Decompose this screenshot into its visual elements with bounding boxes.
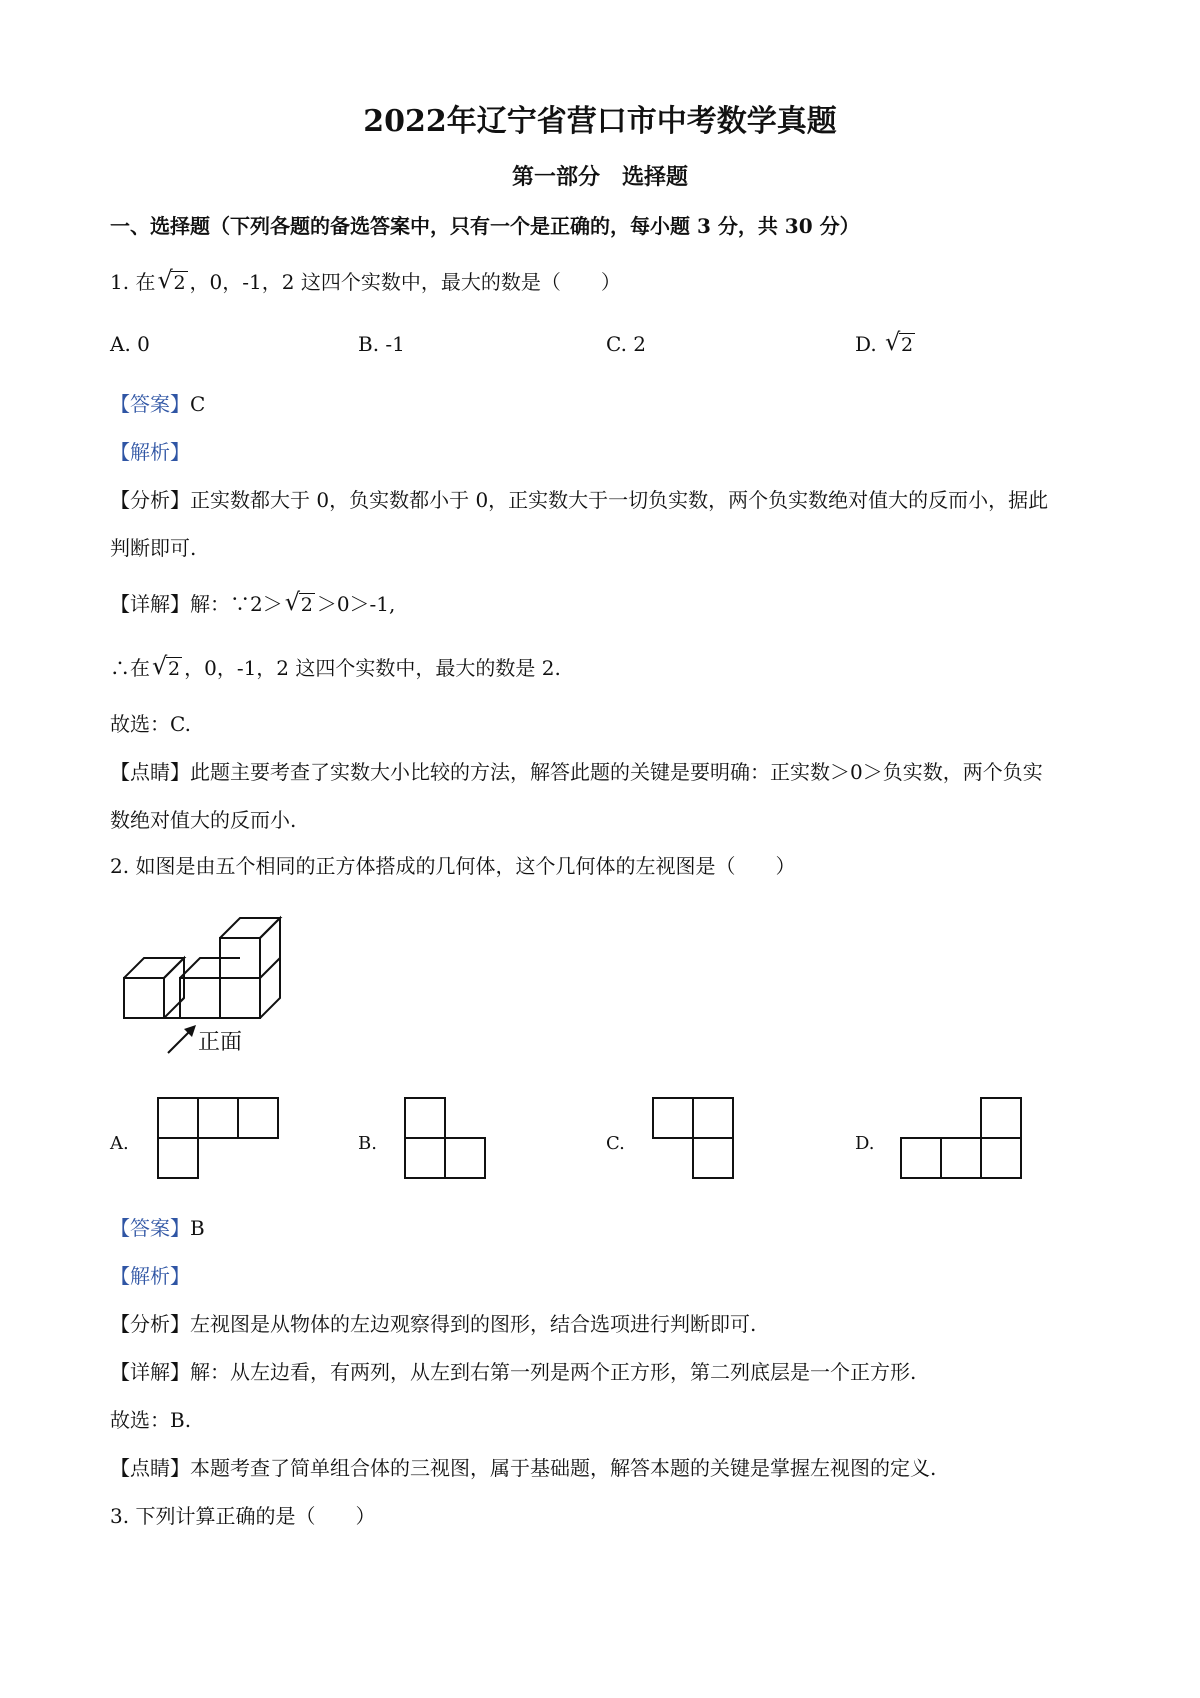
q1-prefix: 1. 在: [110, 270, 156, 294]
q1-stem: [110, 268, 621, 296]
q1-option-d-sqrt: [885, 328, 915, 357]
q2-cube-figure: [120, 905, 320, 1065]
q1-xiangjie-radicand: 2: [300, 594, 313, 616]
part-subtitle: 第一部分 选择题: [511, 164, 688, 190]
q2-dianjing: [110, 1454, 936, 1482]
radical-sign-icon: √: [152, 652, 168, 680]
answer-tag: 【答案】: [110, 392, 190, 416]
xiangjie-tag: 【详解】: [110, 592, 190, 616]
fenxi-tag: 【分析】: [110, 488, 190, 512]
a-square: [158, 1138, 198, 1178]
q2-stem: 2. 如图是由五个相同的正方体搭成的几何体，这个几何体的左视图是（ ）: [110, 854, 796, 878]
q2-option-c-label: C.: [606, 1133, 625, 1154]
q1-option-c: C. 2: [606, 332, 647, 356]
d-square: [981, 1138, 1021, 1178]
q1-option-d: [855, 330, 917, 358]
cube-lines: [124, 918, 280, 1018]
dianjing-tag: 【点睛】: [110, 1456, 190, 1480]
q1-fenxi-line2: 判断即可.: [110, 536, 197, 560]
front-label: 正面: [198, 1030, 243, 1055]
q3-stem: 3. 下列计算正确的是（ ）: [110, 1504, 376, 1528]
q1-fenxi-line1: [110, 486, 1048, 514]
q1-option-d-radicand: 2: [901, 334, 914, 356]
q1-xiangjie-a: 解：∵2＞: [190, 592, 283, 616]
q2-fenxi-text: 左视图是从物体的左边观察得到的图形，结合选项进行判断即可.: [190, 1312, 757, 1336]
dianjing-tag: 【点睛】: [110, 760, 190, 784]
d-square: [941, 1138, 981, 1178]
q1-therefore-sqrt: [152, 652, 182, 681]
q2-xiangjie: [110, 1358, 916, 1386]
d-square: [981, 1098, 1021, 1138]
radical-sign-icon: √: [284, 588, 301, 616]
q1-choice: 故选：C.: [110, 712, 191, 736]
front-face-right: [220, 978, 260, 1018]
q1-dianjing-text: 此题主要考查了实数大小比较的方法，解答此题的关键是要明确：正实数＞0＞负实数，两个负实: [190, 760, 1043, 784]
q1-sqrt: [157, 266, 187, 295]
answer-tag: 【答案】: [110, 1216, 190, 1240]
q1-therefore-radicand: 2: [168, 658, 181, 680]
q1-dianjing-line1: [110, 758, 1043, 786]
q1-xiangjie-b: ＞0＞-1,: [316, 592, 396, 616]
q2-answer: [110, 1214, 205, 1242]
q1-option-d-label: D.: [855, 332, 877, 356]
q2-choice: 故选：B.: [110, 1408, 192, 1432]
q2-answer-value: B: [190, 1216, 205, 1240]
front-face-left: [124, 978, 164, 1018]
b-square: [405, 1098, 445, 1138]
b-square: [405, 1138, 445, 1178]
q1-option-b: B. -1: [358, 332, 405, 356]
q2-option-a-figure: [156, 1096, 286, 1186]
front-face-middle: [180, 978, 220, 1018]
q1-answer: [110, 390, 205, 418]
c-square: [653, 1098, 693, 1138]
q2-option-a-label: A.: [110, 1133, 129, 1154]
fenxi-tag: 【分析】: [110, 1312, 190, 1336]
c-square: [693, 1098, 733, 1138]
q2-option-d-figure: [899, 1096, 1029, 1186]
xiangjie-tag: 【详解】: [110, 1360, 190, 1384]
q1-analysis-tag: 【解析】: [110, 440, 190, 464]
q2-fenxi: [110, 1310, 756, 1338]
d-square: [901, 1138, 941, 1178]
q1-answer-value: C: [190, 392, 206, 416]
q1-fenxi-text: 正实数都大于 0，负实数都小于 0，正实数大于一切负实数，两个负实数绝对值大的反而小，据此: [190, 488, 1049, 512]
q1-xiangjie: [110, 590, 395, 618]
q1-therefore-a: ∴在: [110, 656, 150, 680]
section-heading: 一、选择题（下列各题的备选答案中，只有一个是正确的，每小题 3 分，共 30 分）: [110, 214, 860, 238]
q1-radicand: 2: [173, 272, 186, 294]
page-title: 2022年辽宁省营口市中考数学真题: [363, 104, 837, 139]
a-square: [198, 1098, 238, 1138]
q2-analysis-tag: 【解析】: [110, 1264, 190, 1288]
q1-dianjing-line2: 数绝对值大的反而小.: [110, 808, 297, 832]
q1-rest: ，0，-1，2 这四个实数中，最大的数是（ ）: [189, 270, 621, 294]
q2-dianjing-text: 本题考查了简单组合体的三视图，属于基础题，解答本题的关键是掌握左视图的定义.: [190, 1456, 937, 1480]
q2-option-b-figure: [403, 1096, 503, 1186]
b-square: [445, 1138, 485, 1178]
q1-option-a: A. 0: [110, 332, 150, 356]
q1-therefore: [110, 654, 561, 682]
q2-option-d-label: D.: [855, 1133, 875, 1154]
q1-xiangjie-sqrt: [284, 588, 315, 617]
a-square: [238, 1098, 278, 1138]
a-square: [158, 1098, 198, 1138]
c-square: [693, 1138, 733, 1178]
radical-sign-icon: √: [885, 328, 901, 356]
tower-side-divider: [260, 958, 280, 978]
q2-option-b-label: B.: [358, 1133, 377, 1154]
q1-therefore-b: ，0，-1，2 这四个实数中，最大的数是 2.: [184, 656, 561, 680]
q2-option-c-figure: [651, 1096, 751, 1186]
q2-xiangjie-text: 解：从左边看，有两列，从左到右第一列是两个正方形，第二列底层是一个正方形.: [190, 1360, 917, 1384]
middle-cube-top: [180, 958, 240, 978]
radical-sign-icon: √: [157, 266, 173, 294]
